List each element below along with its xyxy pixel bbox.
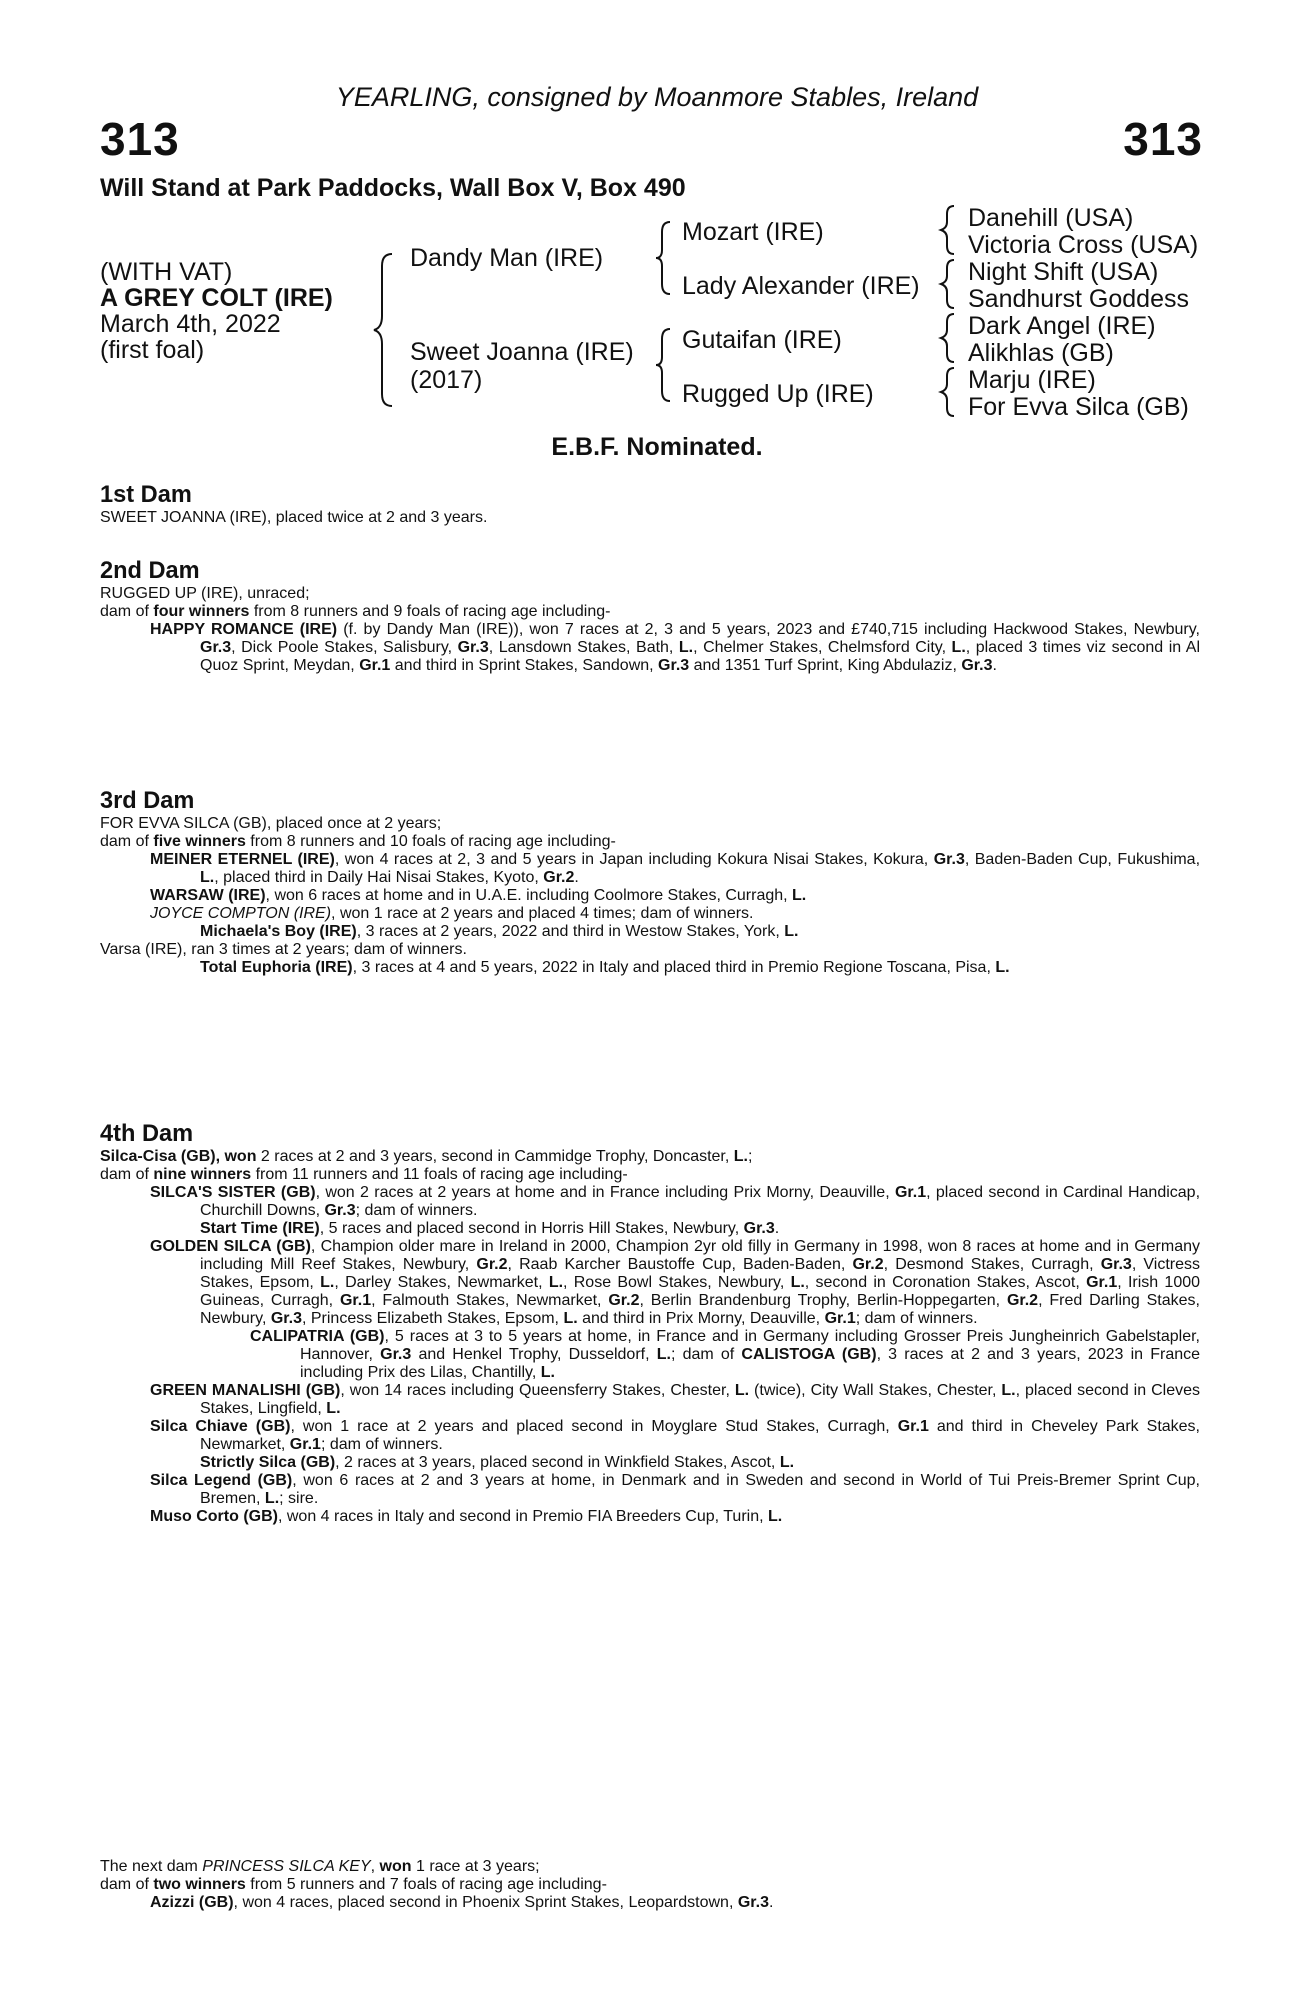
dam-dam-sire: Marju (IRE) bbox=[968, 366, 1096, 394]
fourth-dam-line1: Silca-Cisa (GB), won 2 races at 2 and 3 years, second in Cammidge Trophy, Doncaster, L.; bbox=[100, 1148, 753, 1165]
happy-romance-entry: HAPPY ROMANCE (IRE) (f. by Dandy Man (IRE)), won 7 races at 2, 3 and 5 years, 2023 and £740,715 including Hackwood Stakes, Newbury, Gr.3, Dick Poole Stakes, Salisbury, Gr.3, Lansdown Stakes, Bath, L., Chelmer Stakes, Chelmsford City, L., placed 3 times viz second in Al Quoz Sprint, Meydan, Gr.1 and third in Sprint Stakes, Sandown, Gr.3 and 1351 Turf Sprint, King Abdulaziz, Gr.3. bbox=[150, 621, 1201, 674]
dam-sire: Gutaifan (IRE) bbox=[682, 326, 842, 354]
azizzi-entry: Azizzi (GB), won 4 races, placed second in Phoenix Sprint Stakes, Leopardstown, Gr.3. bbox=[150, 1894, 774, 1911]
brace-dam bbox=[652, 325, 676, 405]
catalogue-header: YEARLING, consigned by Moanmore Stables, Ireland bbox=[335, 82, 979, 112]
brace-gen3 bbox=[938, 204, 958, 420]
muso-corto-entry: Muso Corto (GB), won 4 races in Italy and second in Premio FIA Breeders Cup, Turin, L. bbox=[150, 1508, 783, 1525]
dam-dam-dam: For Evva Silca (GB) bbox=[968, 393, 1189, 421]
third-dam-heading: 3rd Dam bbox=[100, 788, 195, 814]
third-dam-line2: dam of five winners from 8 runners and 10 foals of racing age including- bbox=[100, 833, 616, 850]
strictly-silca-entry: Strictly Silca (GB), 2 races at 3 years, placed second in Winkfield Stakes, Ascot, L. bbox=[200, 1454, 795, 1471]
second-dam-line2: dam of four winners from 8 runners and 9 foals of racing age including- bbox=[100, 603, 611, 620]
foal-note: (first foal) bbox=[100, 336, 205, 364]
dam-name: Sweet Joanna (IRE) bbox=[410, 338, 634, 366]
dam-sire-dam: Alikhlas (GB) bbox=[968, 339, 1114, 367]
lot-number-left: 313 bbox=[100, 113, 180, 165]
third-dam-section bbox=[100, 788, 1200, 977]
ebf-nomination: E.B.F. Nominated. bbox=[551, 433, 763, 461]
total-euphoria-entry: Total Euphoria (IRE), 3 races at 4 and 5 years, 2022 in Italy and placed third in Premio Regione Toscana, Pisa, L. bbox=[200, 959, 1010, 976]
silcas-sister-entry: SILCA'S SISTER (GB), won 2 races at 2 years at home and in France including Prix Morny, Deauville, Gr.1, placed second in Cardinal Handicap, Churchill Downs, Gr.3; dam of winners. bbox=[150, 1184, 1201, 1219]
sire-name: Dandy Man (IRE) bbox=[410, 244, 604, 272]
dam-sire-sire: Dark Angel (IRE) bbox=[968, 312, 1156, 340]
sire-sire: Mozart (IRE) bbox=[682, 218, 824, 246]
second-dam-heading: 2nd Dam bbox=[100, 558, 200, 584]
calipatria-entry: CALIPATRIA (GB), 5 races at 3 to 5 years at home, in France and in Germany including Grosser Preis Jungheinrich Gabelstapler, Hannover, Gr.3 and Henkel Trophy, Dusseldorf, L.; dam of CALISTOGA (GB), 3 races at 2 and 3 years, 2023 in France including Prix des Lilas, Chantilly, L. bbox=[250, 1328, 1201, 1381]
dam-year: (2017) bbox=[410, 366, 483, 394]
start-time-entry: Start Time (IRE), 5 races and placed second in Horris Hill Stakes, Newbury, Gr.3. bbox=[200, 1220, 780, 1237]
warsaw-entry: WARSAW (IRE), won 6 races at home and in U.A.E. including Coolmore Stakes, Curragh, L. bbox=[150, 887, 807, 904]
joyce-compton-entry: JOYCE COMPTON (IRE), won 1 race at 2 years and placed 4 times; dam of winners. bbox=[150, 905, 754, 922]
next-dam-line2: dam of two winners from 5 runners and 7 foals of racing age including- bbox=[100, 1876, 607, 1893]
next-dam-section bbox=[100, 1858, 1200, 1912]
next-dam-line1: The next dam PRINCESS SILCA KEY, won 1 race at 3 years; bbox=[100, 1858, 540, 1875]
fourth-dam-heading: 4th Dam bbox=[100, 1121, 194, 1147]
horse-name: A GREY COLT (IRE) bbox=[100, 284, 333, 312]
first-dam-text: SWEET JOANNA (IRE), placed twice at 2 and 3 years. bbox=[100, 509, 488, 526]
sire-sire-sire: Danehill (USA) bbox=[968, 204, 1134, 232]
vat-note: (WITH VAT) bbox=[100, 258, 233, 286]
sire-sire-dam: Victoria Cross (USA) bbox=[968, 231, 1199, 259]
michaelas-boy-entry: Michaela's Boy (IRE), 3 races at 2 years, 2022 and third in Westow Stakes, York, L. bbox=[200, 923, 799, 940]
brace-main bbox=[370, 250, 400, 410]
second-dam-section bbox=[100, 558, 1200, 675]
fourth-dam-line2: dam of nine winners from 11 runners and 11 foals of racing age including- bbox=[100, 1166, 628, 1183]
sire-dam-sire: Night Shift (USA) bbox=[968, 258, 1159, 286]
meiner-eternel-entry: MEINER ETERNEL (IRE), won 4 races at 2, 3 and 5 years in Japan including Kokura Nisai Stakes, Kokura, Gr.3, Baden-Baden Cup, Fukushima, L., placed third in Daily Hai Nisai Stakes, Kyoto, Gr.2. bbox=[150, 851, 1201, 886]
fourth-dam-section bbox=[100, 1121, 1200, 1526]
lot-number-right: 313 bbox=[1123, 113, 1203, 165]
first-dam-section bbox=[100, 482, 1200, 527]
dam-dam: Rugged Up (IRE) bbox=[682, 380, 874, 408]
silca-chiave-entry: Silca Chiave (GB), won 1 race at 2 years and placed second in Moyglare Stud Stakes, Curragh, Gr.1 and third in Cheveley Park Stakes, Newmarket, Gr.1; dam of winners. bbox=[150, 1418, 1201, 1453]
first-dam-heading: 1st Dam bbox=[100, 482, 192, 508]
sire-dam-dam: Sandhurst Goddess bbox=[968, 285, 1189, 313]
silca-legend-entry: Silca Legend (GB), won 6 races at 2 and 3 years at home, in Denmark and in Sweden and second in World of Tui Preis-Bremer Sprint Cup, Bremen, L.; sire. bbox=[150, 1472, 1201, 1507]
second-dam-line1: RUGGED UP (IRE), unraced; bbox=[100, 585, 310, 602]
varsa-entry: Varsa (IRE), ran 3 times at 2 years; dam of winners. bbox=[100, 941, 467, 958]
brace-sire bbox=[652, 218, 676, 298]
foaling-date: March 4th, 2022 bbox=[100, 310, 281, 338]
third-dam-line1: FOR EVVA SILCA (GB), placed once at 2 years; bbox=[100, 815, 442, 832]
golden-silca-entry: GOLDEN SILCA (GB), Champion older mare in Ireland in 2000, Champion 2yr old filly in Germany in 1998, won 8 races at home and in Germany including Mill Reef Stakes, Newbury, Gr.2, Raab Karcher Baustoffe Cup, Baden-Baden, Gr.2, Desmond Stakes, Curragh, Gr.3, Victress Stakes, Epsom, L., Darley Stakes, Newmarket, L., Rose Bowl Stakes, Newbury, L., second in Coronation Stakes, Ascot, Gr.1, Irish 1000 Guineas, Curragh, Gr.1, Falmouth Stakes, Newmarket, Gr.2, Berlin Brandenburg Trophy, Berlin-Hoppegarten, Gr.2, Fred Darling Stakes, Newbury, Gr.3, Princess Elizabeth Stakes, Epsom, L. and third in Prix Morny, Deauville, Gr.1; dam of winners. bbox=[150, 1238, 1201, 1327]
green-manalishi-entry: GREEN MANALISHI (GB), won 14 races including Queensferry Stakes, Chester, L. (twice), City Wall Stakes, Chester, L., placed second in Cleves Stakes, Lingfield, L. bbox=[150, 1382, 1200, 1417]
stand-location: Will Stand at Park Paddocks, Wall Box V, Box 490 bbox=[100, 174, 686, 202]
sire-dam: Lady Alexander (IRE) bbox=[682, 272, 920, 300]
